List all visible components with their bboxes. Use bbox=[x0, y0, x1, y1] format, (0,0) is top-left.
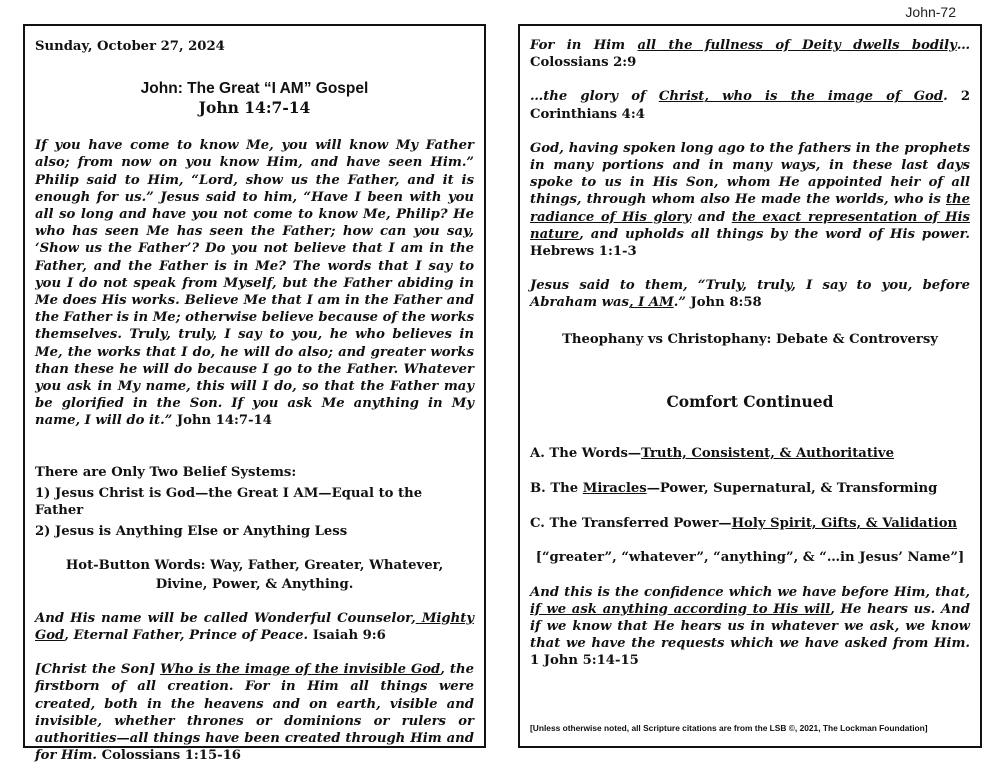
hot-button-words-line-2: Divine, Power, & Anything. bbox=[155, 576, 354, 592]
cor-underlined: Christ, who is the image of God bbox=[658, 89, 944, 105]
heb-underlined-1: the radiance of His glory bbox=[530, 192, 970, 225]
1john-underlined: if we ask anything according to His will bbox=[530, 601, 831, 617]
colossians-underlined: Who is the image of the invisible God bbox=[160, 662, 441, 678]
belief-heading: There are Only Two Belief Systems: bbox=[35, 464, 297, 480]
1-john-quote bbox=[530, 584, 970, 670]
date-heading: Sunday, October 27, 2024 bbox=[35, 39, 225, 54]
hot-button-words-line-1: Hot-Button Words: Way, Father, Greater, Whatever, bbox=[65, 558, 444, 574]
sermon-reference: John 14:7-14 bbox=[198, 98, 311, 118]
isaiah-ref: Isaiah 9:6 bbox=[312, 628, 386, 644]
bracket-words: [“greater”, “whatever”, “anything”, & “…in Jesus’ Name”] bbox=[535, 550, 965, 566]
colossians-bracket: [Christ the Son] bbox=[35, 662, 156, 678]
belief-item-1: 1) Jesus Christ is God—the Great I AM—Equal to the Father bbox=[35, 485, 423, 519]
cor-text: …the glory of bbox=[530, 89, 659, 105]
colossians-ref: Colossians 1:15-16 bbox=[101, 748, 241, 764]
heb-text: God, having spoken long ago to the fathers in the prophets in many portions and in many ways, in these last days spoke to us in His Son, whom He appointed heir of all things, through whom also He made the worlds, who is bbox=[530, 140, 970, 208]
page-number-label: John-72 bbox=[905, 4, 956, 20]
item-c-underlined: Holy Spirit, Gifts, & Validation bbox=[731, 516, 958, 532]
item-a-label: A. The Words— bbox=[530, 445, 642, 461]
sermon-title: John: The Great “I AM” Gospel bbox=[140, 80, 369, 98]
col2-underlined: all the fullness of Deity dwells bodily bbox=[637, 38, 957, 53]
colossians-2-9-quote bbox=[530, 37, 970, 71]
1john-text-end: , He hears us. And if we know that He hears us in whatever we ask, we know that we have the requests which we have asked from Him. bbox=[530, 601, 970, 652]
outline-item-a bbox=[530, 445, 970, 462]
outline-item-b bbox=[530, 480, 970, 497]
cor-period: . bbox=[943, 89, 948, 105]
1john-text: And this is the confidence which we have before Him, that, bbox=[530, 584, 970, 600]
colossians-quote bbox=[35, 661, 474, 764]
scripture-passage bbox=[35, 137, 474, 429]
item-b-rest: —Power, Supernatural, & Transforming bbox=[646, 481, 938, 497]
col2-ref: Colossians 2:9 bbox=[530, 55, 637, 71]
item-b-label: B. The bbox=[530, 481, 583, 497]
heb-and: and bbox=[691, 209, 732, 225]
john-8-58-quote bbox=[530, 277, 970, 311]
heb-underlined-2: the exact representation of His nature bbox=[530, 209, 970, 242]
outline-item-c bbox=[530, 515, 970, 532]
belief-item-2: 2) Jesus is Anything Else or Anything Less bbox=[35, 524, 348, 540]
copyright-footnote: [Unless otherwise noted, all Scripture citations are from the LSB ©, 2021, The Lockman Foundation] bbox=[530, 723, 928, 733]
heb-text-end: , and upholds all things by the word of His power. bbox=[579, 226, 970, 242]
isaiah-quote bbox=[35, 610, 474, 644]
corinthians-quote bbox=[530, 88, 970, 122]
item-c-label: C. The Transferred Power— bbox=[530, 516, 732, 532]
isaiah-text: And His name will be called Wonderful Counselor, bbox=[35, 610, 416, 626]
jn-text: Jesus said to them, “Truly, truly, I say to you, before Abraham was bbox=[530, 278, 970, 311]
isaiah-underlined: Mighty God bbox=[35, 610, 474, 644]
colossians-text: , the firstborn of all creation. For in Him all things were created, both in the heavens and on earth, visible and invisible, whether thrones or dominions or rulers or authorities—all things have been created through Him and for Him. bbox=[35, 662, 474, 764]
comfort-continued-title: Comfort Continued bbox=[666, 391, 834, 411]
left-panel bbox=[23, 24, 486, 764]
col2-ellipsis: … bbox=[956, 38, 970, 53]
passage-text: If you have come to know Me, you will know My Father also; from now on you know Him, and have seen Him.” Philip said to Him, “Lord, show us the Father, and it is enough for us.” Jesus said to him, “Have I been with you all so long and have you not come to know Me, Philip? He who has seen Me has seen the Father; how can you say, ‘Show us the Father’? Do you not believe that I am in the Father, and the Father is in Me? The words that I say to you I do not speak from Myself, but the Father abiding in Me does His works. Believe Me that I am in the Father and the Father is in Me; otherwise believe because of the works themselves. Truly, truly, I say to you, he who believes in Me, the works that I do, he will do also; and greater works than these he will do because I go to the Father. Whatever you ask in My name, this will I do, so that the Father may be glorified in the Son. If you ask Me anything in My name, I will do it.” bbox=[35, 138, 474, 429]
col2-text: For in Him bbox=[530, 38, 638, 53]
heb-ref: Hebrews 1:1-3 bbox=[530, 244, 637, 260]
item-b-underlined: Miracles bbox=[582, 481, 647, 497]
cor-ref: 2 Corinthians 4:4 bbox=[530, 89, 971, 122]
right-panel bbox=[518, 24, 982, 748]
theophany-heading: Theophany vs Christophany: Debate & Controversy bbox=[562, 331, 938, 347]
jn-ref: John 8:58 bbox=[690, 295, 762, 311]
1john-ref: 1 John 5:14-15 bbox=[530, 653, 639, 669]
hebrews-quote bbox=[530, 140, 970, 260]
jn-end: .” bbox=[673, 295, 686, 311]
item-a-underlined: Truth, Consistent, & Authoritative bbox=[641, 445, 894, 461]
isaiah-text-end: , Eternal Father, Prince of Peace. bbox=[64, 628, 309, 644]
jn-underlined: , I AM bbox=[628, 295, 674, 311]
passage-ref: John 14:7-14 bbox=[176, 413, 272, 429]
